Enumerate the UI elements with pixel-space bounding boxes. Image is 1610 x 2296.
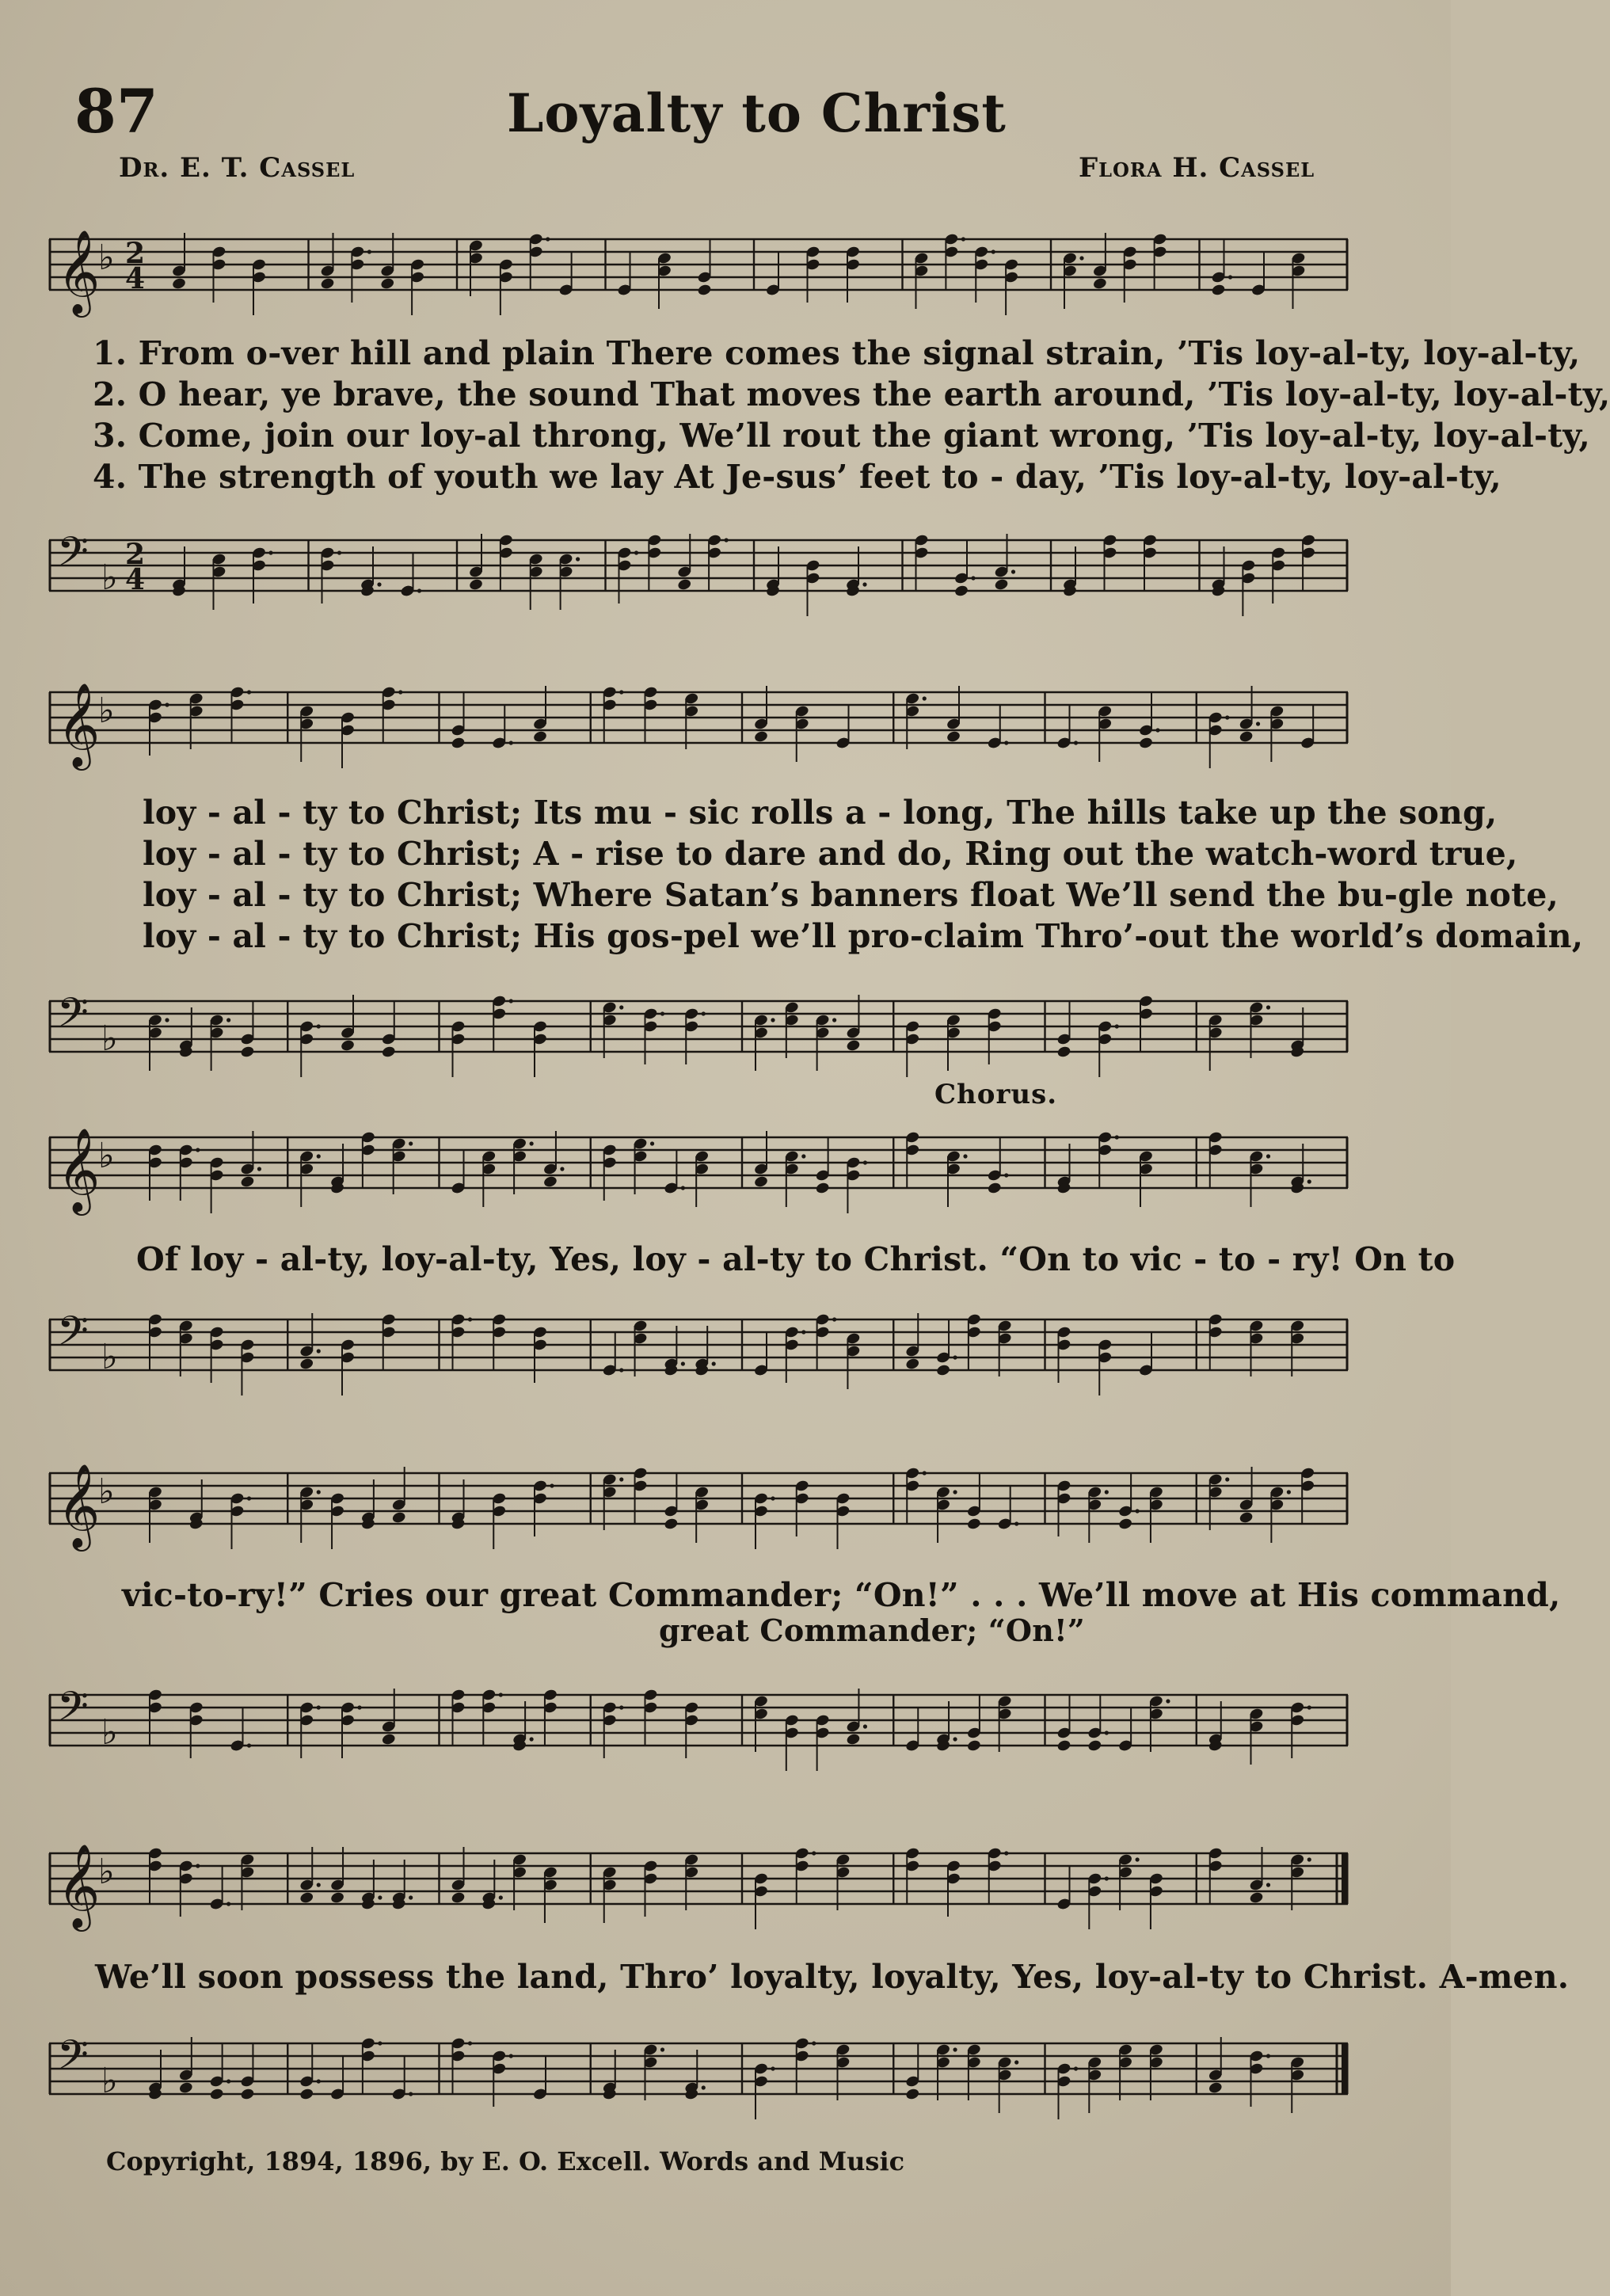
dot: [681, 1361, 685, 1365]
bass-staff: [49, 977, 1348, 1088]
dot: [1079, 256, 1083, 260]
dot: [576, 557, 580, 561]
dot: [317, 2079, 321, 2083]
dot: [509, 999, 513, 1003]
dot: [1266, 2054, 1270, 2058]
flat-key-signature-icon: ♭: [101, 1712, 118, 1753]
dot: [1011, 569, 1015, 573]
dot: [1307, 1179, 1311, 1183]
dot: [409, 1895, 413, 1899]
chorus-label: Chorus.: [934, 1079, 1058, 1110]
dot: [1105, 1490, 1109, 1494]
dot: [1266, 1005, 1270, 1009]
note-head: [935, 1364, 950, 1377]
dot: [409, 2092, 413, 2096]
chorus-line-2: vic-to-ry!” Cries our great Commander; “On!” . . . We’ll move at His command,: [122, 1576, 1561, 1614]
dot: [1155, 728, 1159, 732]
note-head: [1208, 2081, 1223, 2095]
dot: [619, 1368, 623, 1372]
dot: [468, 2041, 472, 2045]
bass-clef-icon: 𝄢: [57, 2031, 89, 2088]
verse-1-line-1: 1. From o-ver hill and plain There comes the signal strain, ’Tis loy-al-ty, loy-al-ty,: [93, 334, 1581, 372]
dot: [619, 1477, 623, 1481]
treble-staff: [49, 1830, 1348, 1940]
note-head: [1211, 284, 1226, 297]
dot: [1074, 2066, 1078, 2070]
dot: [1004, 1173, 1008, 1177]
dot: [377, 582, 381, 586]
note-head: [468, 578, 483, 592]
dot: [634, 550, 638, 554]
note-head: [677, 578, 692, 592]
dot: [409, 1141, 413, 1145]
time-signature-bottom: 4: [125, 262, 146, 295]
note-head: [946, 730, 961, 744]
note-head: [994, 578, 1009, 592]
dot: [550, 1483, 554, 1487]
final-barline: [1342, 1853, 1348, 1904]
bass-staff: [49, 516, 1348, 627]
note-head: [697, 284, 712, 297]
note-head: [380, 277, 395, 291]
dot: [1225, 1477, 1229, 1481]
dot: [417, 588, 421, 592]
dot: [923, 1471, 927, 1475]
dot: [317, 1349, 321, 1353]
dot: [378, 2041, 382, 2045]
flat-key-signature-icon: ♭: [101, 1337, 118, 1377]
dot: [509, 741, 513, 744]
treble-clef-icon: 𝄞: [57, 1127, 101, 1212]
note-head: [451, 737, 466, 750]
treble-staff: [49, 668, 1348, 779]
dot: [317, 1490, 321, 1494]
treble-staff: [49, 215, 1348, 326]
flat-key-signature-icon: ♭: [101, 558, 118, 598]
note-head: [1056, 1739, 1071, 1753]
dot: [660, 2047, 664, 2051]
note-head: [532, 730, 547, 744]
dot: [1225, 715, 1229, 719]
note-head: [329, 1891, 344, 1905]
bass-clef-icon: 𝄢: [57, 988, 89, 1046]
note-head: [1118, 1517, 1133, 1531]
time-signature-top: 2: [125, 237, 146, 270]
dot: [953, 1737, 957, 1741]
note-head: [664, 1517, 679, 1531]
note-head: [171, 277, 186, 291]
dot: [971, 576, 975, 580]
dot: [247, 1743, 251, 1747]
dot: [357, 1705, 361, 1709]
dot: [992, 249, 995, 253]
dot: [771, 1496, 775, 1500]
dot: [247, 1496, 251, 1500]
note-head: [1092, 277, 1107, 291]
dot: [1287, 1490, 1291, 1494]
final-barline: [1342, 2043, 1348, 2094]
dot: [953, 1355, 957, 1359]
dot: [317, 1024, 321, 1028]
dot: [702, 1011, 706, 1015]
time-signature-bottom: 4: [125, 563, 146, 596]
flat-key-signature-icon: ♭: [98, 1136, 115, 1176]
note-head: [966, 1517, 981, 1531]
dot: [367, 249, 371, 253]
dot: [953, 2047, 957, 2051]
note-head: [953, 584, 969, 598]
note-head: [753, 730, 768, 744]
dot: [226, 1018, 230, 1022]
dot: [1307, 1857, 1311, 1861]
dot: [953, 1490, 957, 1494]
author-credit: Flora H. Cassel: [1079, 152, 1315, 184]
verse-2-line-2: loy - al - ty to Christ; A - rise to dare and do, Ring out the watch-word true,: [143, 835, 1518, 873]
dot: [1115, 1135, 1119, 1139]
dot: [862, 582, 866, 586]
dot: [801, 1330, 805, 1334]
music-system-2: [49, 661, 1584, 1072]
dot: [681, 1186, 685, 1190]
note-head: [1056, 1045, 1071, 1059]
music-system-3: [49, 1114, 1456, 1415]
dot: [560, 1167, 564, 1171]
dot: [1166, 1699, 1170, 1703]
dot: [1074, 741, 1078, 744]
treble-clef-icon: 𝄞: [57, 682, 101, 767]
dot: [317, 1705, 321, 1709]
treble-clef-icon: 𝄞: [57, 1463, 101, 1548]
dot: [1136, 1857, 1140, 1861]
note-head: [846, 1039, 861, 1053]
note-head: [905, 2088, 920, 2101]
dot: [317, 1883, 321, 1887]
dot: [1004, 1851, 1008, 1855]
dot: [530, 1141, 534, 1145]
bass-staff: [49, 2020, 1348, 2130]
dot: [398, 690, 402, 694]
dot: [1004, 741, 1008, 744]
dot: [226, 2079, 230, 2083]
chorus-line-3: We’ll soon possess the land, Thro’ loyalty, loyalty, Yes, loy-al-ty to Christ. A-men.: [95, 1958, 1570, 1996]
dot: [337, 550, 341, 554]
dot: [317, 1154, 321, 1158]
dot: [546, 237, 550, 241]
flat-key-signature-icon: ♭: [98, 238, 115, 278]
note-head: [753, 1175, 768, 1189]
dot: [660, 1011, 664, 1015]
note-head: [905, 1357, 920, 1371]
dot: [863, 1160, 867, 1164]
note-head: [1138, 737, 1153, 750]
note-head: [966, 1739, 981, 1753]
verse-1-line-2: loy - al - ty to Christ; Its mu - sic rolls a - long, The hills take up the song,: [143, 794, 1498, 832]
hymn-title: Loyalty to Christ: [507, 82, 1007, 144]
dot: [619, 690, 623, 694]
verse-3-line-1: 3. Come, join our loy-al throng, We’ll rout the giant wrong, ’Tis loy-al-ty, loy-al-ty,: [93, 417, 1590, 455]
note-head: [846, 1733, 861, 1746]
verse-2-line-1: 2. O hear, ye brave, the sound That moves the earth around, ’Tis loy-al-ty, loy-al-ty,: [93, 375, 1610, 413]
note-head: [240, 1045, 255, 1059]
dot: [530, 1737, 534, 1741]
note-head: [240, 1175, 255, 1189]
dot: [650, 1141, 654, 1145]
dot: [832, 1317, 836, 1321]
dot: [812, 2041, 816, 2045]
hymn-number: 87: [74, 76, 158, 147]
dot: [268, 550, 272, 554]
note-head: [1239, 1511, 1254, 1525]
note-head: [1239, 730, 1254, 744]
note-head: [391, 1511, 406, 1525]
dot: [1105, 1876, 1109, 1880]
bass-clef-icon: 𝄢: [57, 527, 89, 585]
note-head: [209, 2088, 224, 2101]
flat-key-signature-icon: ♭: [98, 691, 115, 731]
note-head: [815, 1182, 830, 1195]
dot: [1014, 2060, 1018, 2064]
dot: [226, 1902, 230, 1906]
chorus-line-2-alternate: great Commander; “On!”: [659, 1613, 1085, 1648]
music-system-1: [49, 200, 1610, 643]
treble-clef-icon: 𝄞: [57, 229, 101, 314]
dot: [801, 1154, 805, 1158]
dot: [1115, 1024, 1119, 1028]
dot: [257, 1167, 261, 1171]
dot: [812, 1851, 816, 1855]
verse-4-line-1: 4. The strength of youth we lay At Je-sus’ feet to - day, ’Tis loy-al-ty, loy-al-ty,: [93, 458, 1502, 496]
treble-staff: [49, 1114, 1348, 1224]
note-head: [340, 1039, 355, 1053]
dot: [1266, 1883, 1270, 1887]
note-head: [1087, 1739, 1102, 1753]
dot: [619, 1705, 623, 1709]
note-head: [299, 1891, 314, 1905]
note-head: [451, 1891, 466, 1905]
verse-4-line-2: loy - al - ty to Christ; His gos-pel we’ll pro-claim Thro’-out the world’s domain,: [143, 917, 1584, 955]
composer-credit: Dr. E. T. Cassel: [119, 152, 356, 184]
music-system-5: [49, 1830, 1570, 2130]
time-signature-top: 2: [125, 538, 146, 571]
dot: [702, 2085, 706, 2089]
treble-clef-icon: 𝄞: [57, 1843, 101, 1928]
dot: [771, 2066, 775, 2070]
note-head: [178, 2081, 193, 2095]
dot: [619, 1005, 623, 1009]
dot: [1014, 1521, 1018, 1525]
dot: [499, 1692, 503, 1696]
dot: [1136, 1509, 1140, 1513]
copyright-notice: Copyright, 1894, 1896, by E. O. Excell. Words and Music: [106, 2146, 905, 2176]
note-head: [1249, 1891, 1264, 1905]
dot: [963, 1154, 967, 1158]
dot: [1307, 1705, 1311, 1709]
bass-clef-icon: 𝄢: [57, 1307, 89, 1365]
dot: [1266, 1154, 1270, 1158]
dot: [1105, 1731, 1109, 1734]
dot: [923, 696, 927, 700]
dot: [712, 1361, 716, 1365]
note-head: [299, 2088, 314, 2101]
verse-3-line-2: loy - al - ty to Christ; Where Satan’s banners float We’ll send the bu-gle note,: [143, 876, 1559, 914]
dot: [378, 1895, 382, 1899]
dot: [499, 1895, 503, 1899]
note-head: [542, 1175, 558, 1189]
dot: [509, 2054, 513, 2058]
dot: [1256, 722, 1260, 725]
dot: [863, 1724, 867, 1728]
dot: [1228, 275, 1232, 279]
note-head: [987, 1182, 1002, 1195]
flat-key-signature-icon: ♭: [101, 1019, 118, 1059]
chorus-line-1: Of loy - al-ty, loy-al-ty, Yes, loy - al-ty to Christ. “On to vic - to - ry! On to: [136, 1240, 1456, 1278]
dot: [468, 1317, 472, 1321]
dot: [725, 538, 729, 542]
bass-clef-icon: 𝄢: [57, 1682, 89, 1740]
dot: [771, 1018, 775, 1022]
dot: [961, 237, 965, 241]
treble-staff: [49, 1449, 1348, 1560]
note-head: [320, 277, 335, 291]
bass-staff: [49, 1296, 1348, 1407]
note-head: [299, 1357, 314, 1371]
note-head: [381, 1045, 396, 1059]
bass-staff: [49, 1671, 1348, 1782]
dot: [165, 1018, 169, 1022]
flat-key-signature-icon: ♭: [101, 2061, 118, 2101]
dot: [165, 703, 169, 706]
note-head: [240, 2088, 255, 2101]
music-system-4: [49, 1449, 1561, 1790]
note-head: [381, 1733, 396, 1746]
dot: [196, 1864, 200, 1868]
dot: [196, 1148, 200, 1152]
flat-key-signature-icon: ♭: [98, 1472, 115, 1512]
dot: [832, 1018, 836, 1022]
flat-key-signature-icon: ♭: [98, 1852, 115, 1892]
dot: [247, 690, 251, 694]
